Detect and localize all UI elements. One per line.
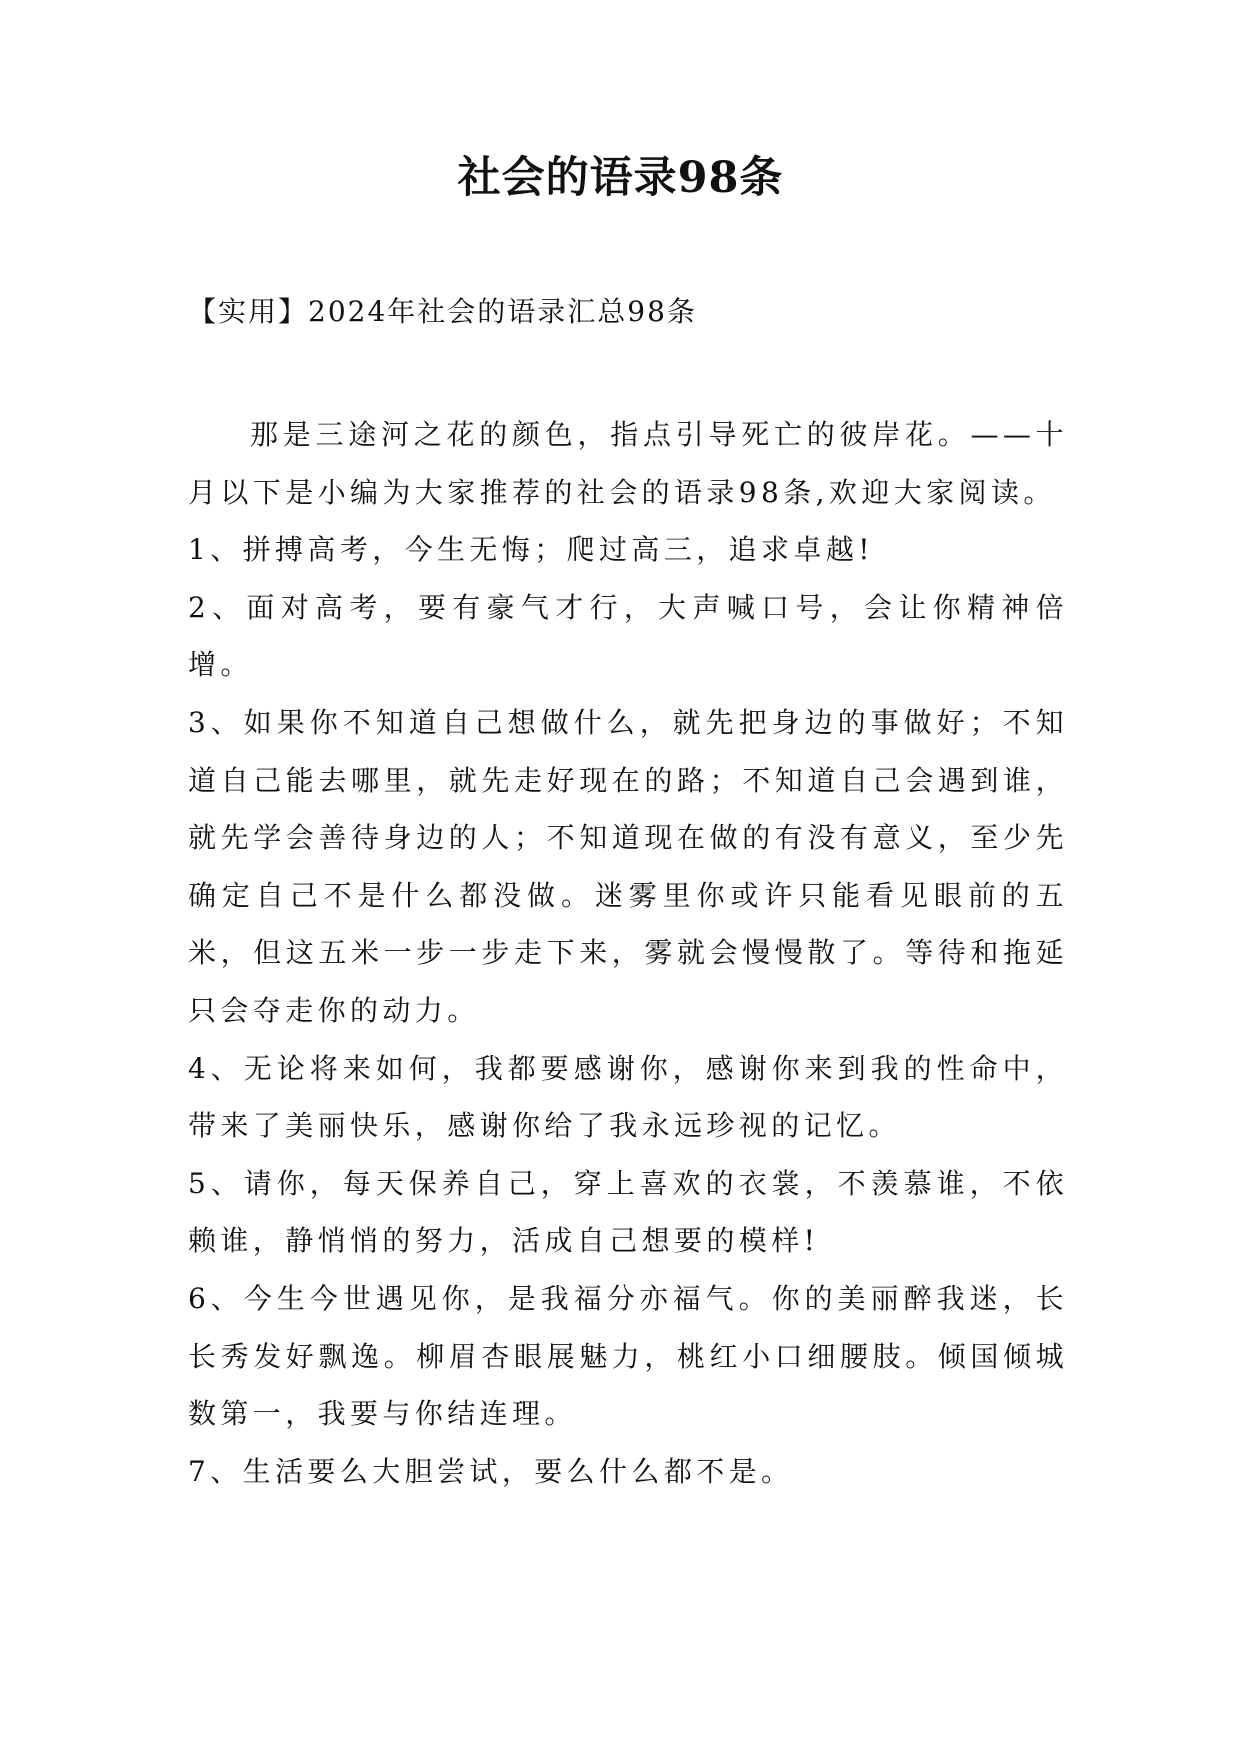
quote-item-5: 5、请你，每天保养自己，穿上喜欢的衣裳，不羡慕谁，不依赖谁，静悄悄的努力，活成自己想要的模样! [188, 1166, 1068, 1258]
quote-item-3: 3、如果你不知道自己想做什么，就先把身边的事做好；不知道自己能去哪里，就先走好现在的路；不知道自己会遇到谁，就先学会善待身边的人；不知道现在做的有没有意义，至少先确定自己不是什么都没做。迷雾里你或许只能看见眼前的五米，但这五米一步一步走下来，雾就会慢慢散了。等待和拖延只会夺走你的动力。 [188, 705, 1068, 1027]
quote-item-7: 7、生活要么大胆尝试，要么什么都不是。 [188, 1454, 794, 1488]
quote-item-4: 4、无论将来如何，我都要感谢你，感谢你来到我的性命中，带来了美丽快乐，感谢你给了我永远珍视的记忆。 [188, 1051, 1068, 1143]
quote-item-1: 1、拼搏高考，今生无悔；爬过高三，追求卓越! [188, 533, 874, 567]
document-subtitle: 【实用】2024年社会的语录汇总98条 [188, 295, 697, 328]
document-body [188, 406, 1068, 1500]
quote-item-2: 2、面对高考，要有豪气才行，大声喊口号，会让你精神倍增。 [188, 590, 1068, 682]
document-title: 社会的语录98条 [457, 153, 784, 203]
quote-item-6: 6、今生今世遇见你，是我福分亦福气。你的美丽醉我迷，长长秀发好飘逸。柳眉杏眼展魅力，桃红小口细腰肢。倾国倾城数第一，我要与你结连理。 [188, 1281, 1068, 1431]
intro-paragraph: 那是三途河之花的颜色，指点引导死亡的彼岸花。——十月以下是小编为大家推荐的社会的语录98条,欢迎大家阅读。 [188, 418, 1068, 509]
